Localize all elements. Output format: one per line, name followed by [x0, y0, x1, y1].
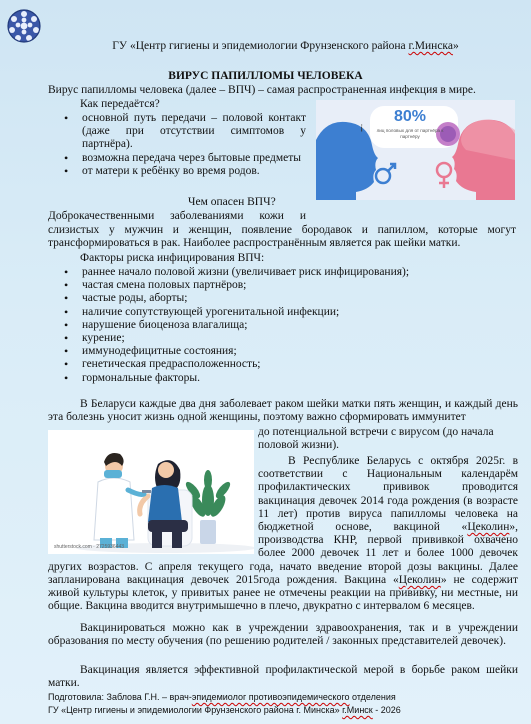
list-item: • иммунодефицитные состояния;	[48, 345, 518, 358]
list-item: • раннее начало половой жизни (увеличивает риск инфицирования);	[48, 266, 518, 279]
where-paragraph: Вакцинироваться можно как в учреждении здравоохранения, так и в учреждении образования по месту обучения (по решению родителей / законных представителей девочек).	[48, 622, 518, 648]
belarus-paragraph: В Беларуси каждые два дня заболевает раком шейки матки пять женщин, и каждый день эта болезнь уносит жизнь одной женщины, поэтому важно сформировать иммунитет	[48, 398, 518, 424]
footer-org: ГУ «Центр гигиены и эпидемиологии Фрунзенского района г. Минска» г.Минск - 2026	[48, 705, 401, 715]
vaccine-name: Цеколин	[467, 521, 510, 534]
list-item: • гормональные факторы.	[48, 372, 518, 385]
vaccination-paragraph: В Республике Беларусь с октября 2025г. в соответствии с Национальным календарём профилактических прививок проводится вакцинация девочек 2014 года рождения (в возрасте 11 лет) против вируса папилломы человека на бюджетной основе, вакциной «Цеколин», производства КНР, первой прививкой охвачено более 2000 девочек 11 лет и более 1000 девочек других возрастов. С апреля текущего года, начато введение второй дозы вакцины. Далее запланирована вакцинация девочек 2015года рождения. Вакцина «Цеколин» не содержит живой культуры клеток, у привитых ранее не отмечены реакции на прививку, ни местные, ни общие. Вакцина вводится внутримышечно в плечо, двукратно с интервалом 6 месяцев.	[48, 455, 518, 613]
image-watermark: shutterstock.com · 2725936443	[54, 544, 125, 550]
page-title: ВИРУС ПАПИЛЛОМЫ ЧЕЛОВЕКА	[168, 70, 363, 82]
list-item: • возможна передача через бытовые предметы	[48, 152, 306, 165]
hpv-stat-image	[316, 100, 515, 200]
risk-heading: Факторы риска инфицирования ВПЧ:	[80, 252, 265, 264]
list-item: • генетическая предрасположенность;	[48, 358, 518, 371]
footer-author: Подготовила: Заблова Г.Н. – врач-эпидемиолог противоэпидемического отделения	[48, 692, 396, 702]
vaccine-name: Цеколин	[398, 573, 441, 586]
risk-list	[48, 266, 518, 385]
org-city: г.Минска	[408, 40, 453, 52]
svg-text:¡: ¡	[360, 122, 364, 133]
org-header: ГУ «Центр гигиены и эпидемиологии Фрунзенского района г.Минска»	[112, 40, 459, 52]
stat-percent: 80%	[393, 108, 427, 125]
list-item: • основной путь передачи – половой контакт (даже при отсутствии симптомов у партнёра).	[48, 112, 306, 152]
list-item: • наличие сопутствующей урогенитальной инфекции;	[48, 306, 518, 319]
intro-text: Вирус папилломы человека (далее – ВПЧ) – самая распространенная инфекция в мире.	[48, 84, 476, 96]
list-item: • частая смена половых партнёров;	[48, 279, 518, 292]
stat-caption: лиц половых для от партнёра к партнёру	[376, 128, 444, 139]
list-item: • курение;	[48, 332, 518, 345]
list-item: • нарушение биоценоза влагалища;	[48, 319, 518, 332]
effective-paragraph: Вакцинация является эффективной профилактической мерой в борьбе раком шейки матки.	[48, 664, 518, 690]
list-item: • от матери к ребёнку во время родов.	[48, 165, 306, 178]
list-item: • частые роды, аборты;	[48, 292, 518, 305]
transmission-list	[48, 112, 306, 178]
danger-heading: Чем опасен ВПЧ?	[188, 196, 276, 208]
danger-text: слизистых у мужчин и женщин, появление бородавок и папиллом, которые могут трансформироваться в рак. Наиболее распространённым является рак шейки матки.	[48, 224, 516, 250]
danger-text-line1: Доброкачественными заболеваниями кожи и	[48, 210, 306, 222]
transmission-heading: Как передаётся?	[80, 98, 160, 110]
belarus-paragraph-cont: до потенциальной встречи с вирусом (до начала половой жизни).	[258, 426, 494, 452]
